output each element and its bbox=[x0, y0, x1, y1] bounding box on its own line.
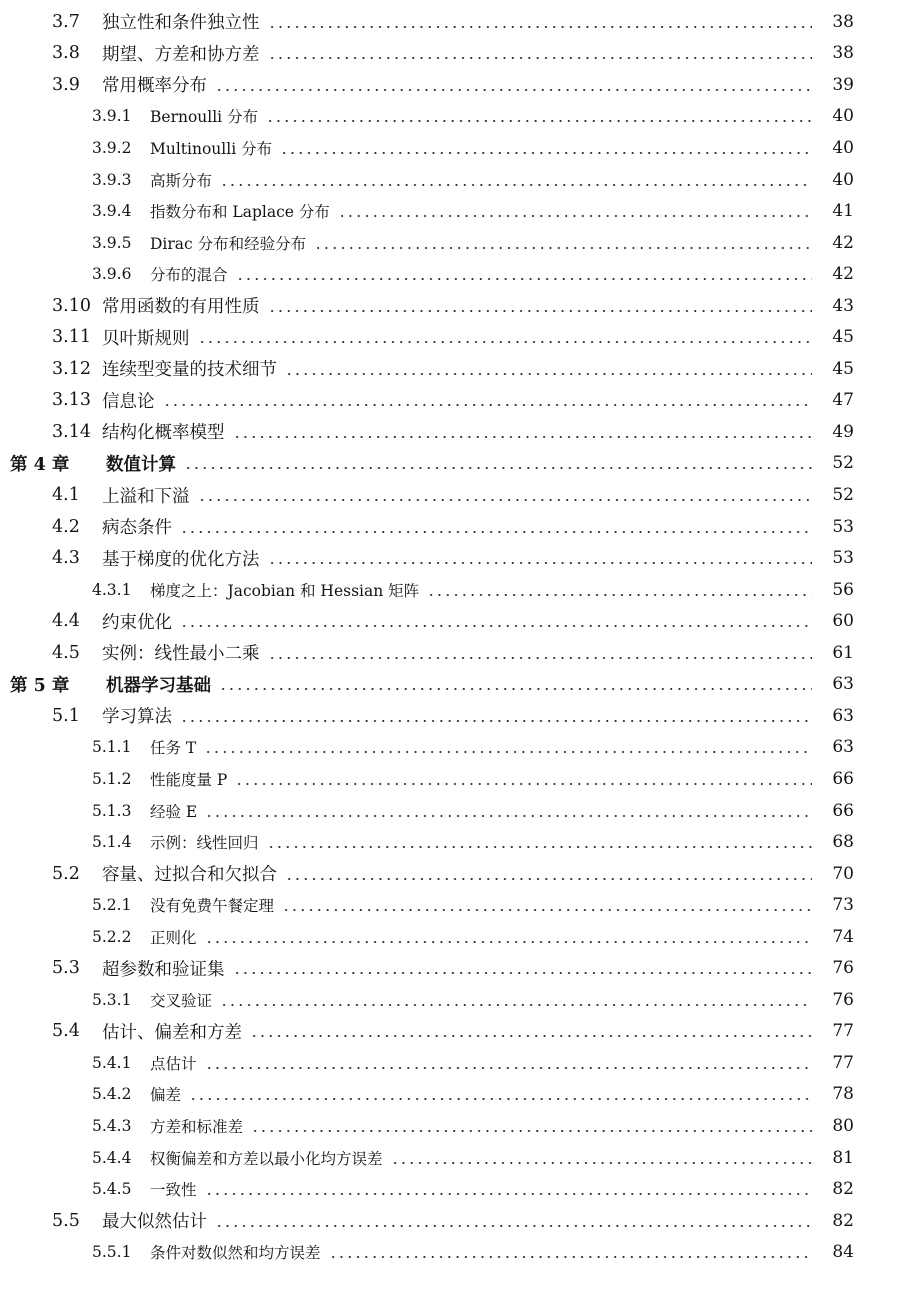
toc-entry-number: 5.1.4 bbox=[92, 833, 132, 852]
toc-entry-number: 5.4.1 bbox=[92, 1053, 132, 1072]
toc-entry-page-number: 77 bbox=[832, 1021, 854, 1042]
toc-entry-number: 4.3 bbox=[52, 548, 80, 569]
toc-entry-number: 5.1.1 bbox=[92, 738, 132, 757]
toc-entry-number: 4.5 bbox=[52, 642, 80, 663]
toc-entry-number: 3.8 bbox=[52, 43, 80, 64]
toc-entry-title: 常用概率分布 bbox=[102, 76, 207, 97]
toc-entry-page-number: 76 bbox=[832, 958, 854, 979]
dot-leader bbox=[280, 152, 812, 154]
toc-entry-title: 病态条件 bbox=[102, 518, 172, 539]
toc-entry-number: 第 4 章 bbox=[10, 454, 70, 475]
toc-section-entry[interactable] bbox=[0, 637, 898, 669]
toc-subsection-entry[interactable] bbox=[0, 1173, 898, 1205]
toc-entry-title: 示例：线性回归 bbox=[150, 834, 259, 853]
toc-section-entry[interactable] bbox=[0, 953, 898, 985]
toc-entry-page-number: 40 bbox=[832, 169, 854, 190]
toc-entry-title: 条件对数似然和均方误差 bbox=[150, 1244, 321, 1263]
toc-entry-page-number: 63 bbox=[832, 737, 854, 758]
toc-entry-number: 5.4 bbox=[52, 1021, 80, 1042]
toc-subsection-entry[interactable] bbox=[0, 826, 898, 858]
toc-subsection-entry[interactable] bbox=[0, 1079, 898, 1111]
toc-subsection-entry[interactable] bbox=[0, 984, 898, 1016]
toc-entry-title: 经验 E bbox=[150, 802, 198, 821]
dot-leader bbox=[205, 1193, 812, 1195]
toc-entry-number: 5.4.2 bbox=[92, 1085, 132, 1104]
toc-entry-page-number: 53 bbox=[832, 548, 854, 569]
toc-entry-page-number: 84 bbox=[832, 1242, 854, 1263]
toc-entry-page-number: 52 bbox=[832, 453, 854, 474]
toc-entry-title: 高斯分布 bbox=[150, 171, 213, 190]
toc-entry-number: 5.4.5 bbox=[92, 1180, 132, 1199]
dot-leader bbox=[427, 594, 812, 596]
dot-leader bbox=[267, 846, 812, 848]
toc-entry-title: Multinoulli 分布 bbox=[150, 139, 273, 158]
toc-entry-number: 3.9 bbox=[52, 74, 80, 95]
toc-entry-page-number: 40 bbox=[832, 137, 854, 158]
toc-entry-number: 3.9.3 bbox=[92, 170, 132, 189]
toc-entry-title: 正则化 bbox=[150, 928, 197, 947]
toc-entry-number: 5.2.2 bbox=[92, 927, 132, 946]
toc-entry-title: 分布的混合 bbox=[150, 266, 228, 285]
toc-entry-number: 3.9.5 bbox=[92, 233, 132, 252]
dot-leader bbox=[198, 499, 813, 501]
dot-leader bbox=[220, 1004, 812, 1006]
toc-section-entry[interactable] bbox=[0, 1205, 898, 1237]
dot-leader bbox=[250, 1035, 812, 1037]
dot-leader bbox=[285, 373, 812, 375]
toc-entry-title: Bernoulli 分布 bbox=[150, 108, 259, 127]
dot-leader bbox=[391, 1162, 812, 1164]
dot-leader bbox=[268, 310, 813, 312]
dot-leader bbox=[180, 531, 812, 533]
dot-leader bbox=[268, 26, 813, 28]
toc-entry-page-number: 45 bbox=[832, 327, 854, 348]
toc-entry-number: 5.3 bbox=[52, 958, 80, 979]
toc-entry-number: 3.12 bbox=[52, 358, 91, 379]
toc-subsection-entry[interactable] bbox=[0, 195, 898, 227]
toc-chapter-entry[interactable] bbox=[0, 669, 898, 701]
toc-entry-page-number: 42 bbox=[832, 232, 854, 253]
toc-chapter-entry[interactable] bbox=[0, 448, 898, 480]
toc-subsection-entry[interactable] bbox=[0, 1047, 898, 1079]
toc-entry-title: 梯度之上：Jacobian 和 Hessian 矩阵 bbox=[150, 581, 420, 600]
toc-section-entry[interactable] bbox=[0, 542, 898, 574]
toc-entry-title: 性能度量 P bbox=[150, 770, 228, 789]
dot-leader bbox=[205, 815, 812, 817]
toc-entry-title: 数值计算 bbox=[106, 454, 176, 475]
dot-leader bbox=[215, 1225, 812, 1227]
dot-leader bbox=[268, 657, 813, 659]
toc-subsection-entry[interactable] bbox=[0, 795, 898, 827]
toc-entry-title: 实例：线性最小二乘 bbox=[102, 644, 260, 665]
toc-section-entry[interactable] bbox=[0, 1016, 898, 1048]
toc-entry-page-number: 42 bbox=[832, 264, 854, 285]
toc-subsection-entry[interactable] bbox=[0, 732, 898, 764]
toc-entry-number: 5.2.1 bbox=[92, 896, 132, 915]
toc-subsection-entry[interactable] bbox=[0, 1142, 898, 1174]
toc-entry-title: 独立性和条件独立性 bbox=[102, 13, 260, 34]
toc-entry-page-number: 63 bbox=[832, 674, 854, 695]
toc-entry-number: 4.2 bbox=[52, 516, 80, 537]
dot-leader bbox=[314, 247, 812, 249]
toc-entry-page-number: 56 bbox=[832, 579, 854, 600]
toc-entry-title: 点估计 bbox=[150, 1054, 197, 1073]
toc-entry-page-number: 74 bbox=[832, 926, 854, 947]
toc-entry-title: 连续型变量的技术细节 bbox=[102, 360, 277, 381]
toc-entry-number: 5.5 bbox=[52, 1210, 80, 1231]
toc-section-entry[interactable] bbox=[0, 38, 898, 70]
toc-entry-number: 5.1.3 bbox=[92, 801, 132, 820]
toc-entry-number: 3.14 bbox=[52, 421, 91, 442]
toc-entry-title: 贝叶斯规则 bbox=[102, 328, 190, 349]
toc-entry-title: 基于梯度的优化方法 bbox=[102, 549, 260, 570]
toc-entry-title: 信息论 bbox=[102, 391, 155, 412]
toc-subsection-entry[interactable] bbox=[0, 921, 898, 953]
toc-entry-number: 5.4.3 bbox=[92, 1117, 132, 1135]
toc-entry-title: 期望、方差和协方差 bbox=[102, 44, 260, 65]
toc-subsection-entry[interactable] bbox=[0, 132, 898, 164]
toc-entry-number: 5.2 bbox=[52, 863, 80, 884]
toc-entry-number: 4.3.1 bbox=[92, 580, 132, 599]
toc-subsection-entry[interactable] bbox=[0, 1236, 898, 1268]
dot-leader bbox=[163, 404, 813, 406]
toc-entry-page-number: 61 bbox=[832, 642, 854, 663]
toc-entry-page-number: 66 bbox=[832, 768, 854, 789]
dot-leader bbox=[219, 688, 812, 690]
toc-entry-number: 3.13 bbox=[52, 390, 91, 411]
dot-leader bbox=[266, 120, 812, 122]
toc-subsection-entry[interactable] bbox=[0, 763, 898, 795]
toc-entry-title: 上溢和下溢 bbox=[102, 486, 190, 507]
toc-entry-page-number: 81 bbox=[832, 1147, 854, 1168]
toc-section-entry[interactable] bbox=[0, 700, 898, 732]
toc-entry-title: 最大似然估计 bbox=[102, 1212, 207, 1233]
toc-entry-number: 3.9.1 bbox=[92, 107, 132, 126]
toc-section-entry[interactable] bbox=[0, 69, 898, 101]
toc-section-entry[interactable] bbox=[0, 322, 898, 354]
toc-entry-title: 指数分布和 Laplace 分布 bbox=[150, 203, 330, 222]
dot-leader bbox=[205, 941, 812, 943]
toc-entry-title: 没有免费午餐定理 bbox=[150, 897, 275, 916]
toc-entry-number: 5.1 bbox=[52, 705, 80, 726]
toc-entry-page-number: 45 bbox=[832, 358, 854, 379]
toc-entry-number: 3.7 bbox=[52, 11, 80, 32]
toc-entry-page-number: 38 bbox=[832, 11, 854, 32]
dot-leader bbox=[180, 720, 812, 722]
dot-leader bbox=[205, 1067, 812, 1069]
dot-leader bbox=[184, 467, 812, 469]
toc-entry-number: 4.1 bbox=[52, 485, 80, 505]
dot-leader bbox=[329, 1256, 812, 1258]
toc-entry-page-number: 38 bbox=[832, 43, 854, 64]
dot-leader bbox=[285, 878, 812, 880]
toc-entry-page-number: 39 bbox=[832, 74, 854, 95]
toc-entry-number: 5.3.1 bbox=[92, 990, 132, 1009]
toc-entry-number: 3.9.4 bbox=[92, 202, 132, 221]
toc-entry-title: 约束优化 bbox=[102, 612, 172, 633]
toc-entry-page-number: 68 bbox=[832, 832, 854, 853]
dot-leader bbox=[268, 562, 813, 564]
toc-subsection-entry[interactable] bbox=[0, 574, 898, 606]
dot-leader bbox=[338, 215, 812, 217]
toc-entry-page-number: 80 bbox=[832, 1116, 854, 1136]
toc-entry-title: 估计、偏差和方差 bbox=[102, 1022, 242, 1043]
toc-entry-number: 3.10 bbox=[52, 295, 91, 316]
toc-section-entry[interactable] bbox=[0, 6, 898, 38]
dot-leader bbox=[235, 783, 812, 785]
toc-entry-page-number: 43 bbox=[832, 295, 854, 316]
toc-subsection-entry[interactable] bbox=[0, 101, 898, 133]
toc-entry-title: 偏差 bbox=[150, 1086, 182, 1105]
dot-leader bbox=[233, 436, 813, 438]
toc-entry-title: 结构化概率模型 bbox=[102, 423, 225, 444]
toc-subsection-entry[interactable] bbox=[0, 889, 898, 921]
toc-subsection-entry[interactable] bbox=[0, 1110, 898, 1142]
toc-entry-number: 第 5 章 bbox=[10, 675, 70, 696]
toc-entry-page-number: 49 bbox=[832, 421, 854, 442]
toc-section-entry[interactable] bbox=[0, 605, 898, 637]
toc-entry-number: 3.11 bbox=[52, 327, 91, 348]
dot-leader bbox=[189, 1098, 812, 1100]
toc-entry-page-number: 82 bbox=[832, 1210, 854, 1231]
toc-entry-page-number: 77 bbox=[832, 1052, 854, 1073]
dot-leader bbox=[282, 909, 812, 911]
dot-leader bbox=[236, 278, 812, 280]
toc-entry-page-number: 40 bbox=[832, 106, 854, 127]
toc-entry-page-number: 60 bbox=[832, 611, 854, 632]
toc-subsection-entry[interactable] bbox=[0, 227, 898, 259]
toc-entry-page-number: 53 bbox=[832, 516, 854, 537]
toc-entry-title: 学习算法 bbox=[102, 707, 172, 728]
toc-entry-page-number: 76 bbox=[832, 989, 854, 1010]
toc-entry-title: 常用函数的有用性质 bbox=[102, 297, 260, 318]
toc-entry-title: 机器学习基础 bbox=[106, 675, 211, 696]
dot-leader bbox=[251, 1130, 812, 1132]
dot-leader bbox=[204, 751, 812, 753]
toc-entry-title: 容量、过拟合和欠拟合 bbox=[102, 865, 277, 886]
dot-leader bbox=[180, 625, 812, 627]
toc-entry-number: 5.4.4 bbox=[92, 1148, 132, 1167]
toc-section-entry[interactable] bbox=[0, 858, 898, 890]
toc-entry-title: 任务 T bbox=[150, 739, 197, 758]
toc-entry-page-number: 73 bbox=[832, 895, 854, 916]
toc-entry-page-number: 41 bbox=[832, 201, 854, 222]
toc-entry-page-number: 70 bbox=[832, 863, 854, 884]
toc-entry-number: 5.1.2 bbox=[92, 769, 132, 788]
toc-section-entry[interactable] bbox=[0, 385, 898, 417]
toc-entry-page-number: 66 bbox=[832, 800, 854, 821]
toc-subsection-entry[interactable] bbox=[0, 258, 898, 290]
toc-section-entry[interactable] bbox=[0, 511, 898, 543]
toc-entry-title: 方差和标准差 bbox=[150, 1118, 244, 1136]
dot-leader bbox=[215, 89, 812, 91]
dot-leader bbox=[220, 184, 812, 186]
toc-section-entry[interactable] bbox=[0, 290, 898, 322]
dot-leader bbox=[268, 57, 813, 59]
toc-entry-page-number: 47 bbox=[832, 390, 854, 411]
toc-entry-title: Dirac 分布和经验分布 bbox=[150, 234, 307, 253]
toc-entry-number: 3.9.2 bbox=[92, 138, 132, 157]
toc-section-entry[interactable] bbox=[0, 479, 898, 511]
toc-entry-page-number: 63 bbox=[832, 705, 854, 726]
toc-entry-number: 4.4 bbox=[52, 611, 80, 632]
toc-entry-title: 权衡偏差和方差以最小化均方误差 bbox=[150, 1149, 383, 1168]
toc-entry-number: 5.5.1 bbox=[92, 1243, 132, 1262]
toc-section-entry[interactable] bbox=[0, 353, 898, 385]
toc-entry-page-number: 52 bbox=[832, 485, 854, 505]
toc-entry-title: 交叉验证 bbox=[150, 991, 213, 1010]
toc-entry-number: 3.9.6 bbox=[92, 265, 132, 284]
dot-leader bbox=[198, 341, 813, 343]
toc-subsection-entry[interactable] bbox=[0, 164, 898, 196]
dot-leader bbox=[233, 972, 813, 974]
toc-entry-title: 一致性 bbox=[150, 1181, 197, 1200]
toc-entry-page-number: 78 bbox=[832, 1084, 854, 1105]
toc-entry-page-number: 82 bbox=[832, 1179, 854, 1200]
toc-section-entry[interactable] bbox=[0, 416, 898, 448]
toc-entry-title: 超参数和验证集 bbox=[102, 959, 225, 980]
